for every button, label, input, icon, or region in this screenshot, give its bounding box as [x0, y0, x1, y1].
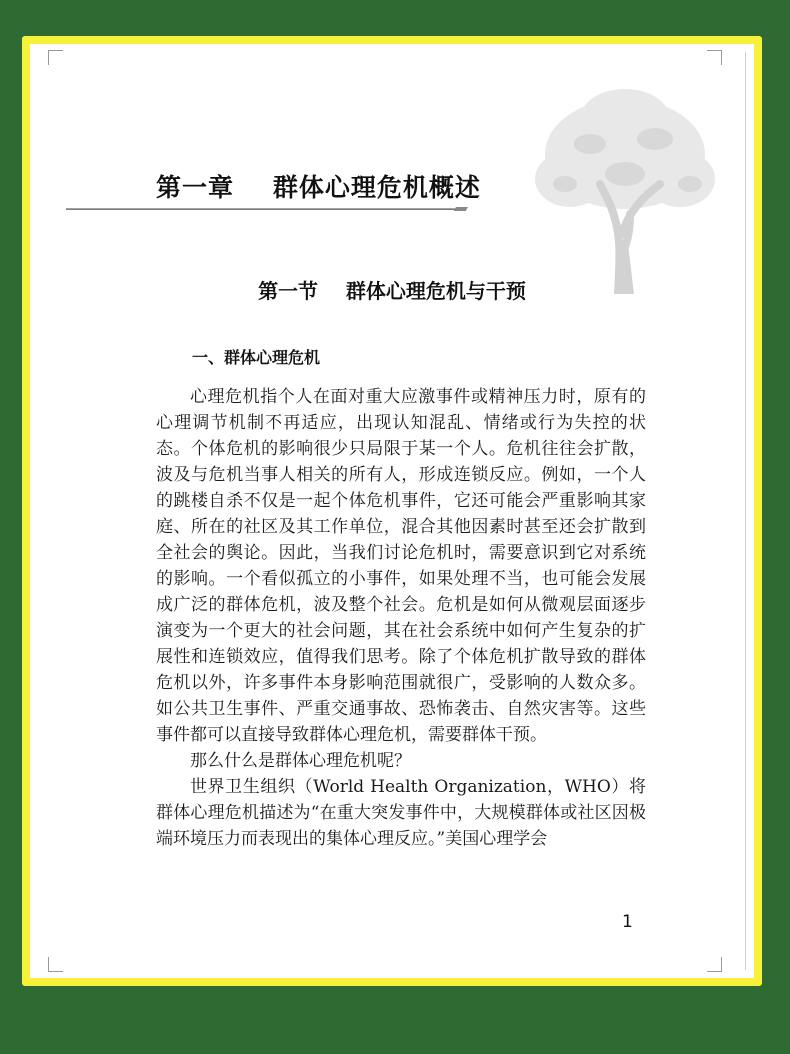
crop-mark-top-right: [707, 50, 722, 65]
paragraph: 世界卫生组织（World Health Organization，WHO）将群体心理危机描述为“在重大突发事件中，大规模群体或社区因极端环境压力而表现出的集体心理反应。”美国心理学会: [156, 777, 646, 849]
page-number: 1: [622, 912, 633, 932]
crop-mark-bottom-right: [707, 957, 722, 972]
paragraph: 心理危机指个人在面对重大应激事件或精神压力时，原有的心理调节机制不再适应，出现认知混乱、情绪或行为失控的状态。个体危机的影响很少只局限于某一个人。危机往往会扩散，波及与危机当事人相关的所有人，形成连锁反应。例如，一个人的跳楼自杀不仅是一起个体危机事件，它还可能会严重影响其家庭、所在的社区及其工作单位，混合其他因素时甚至还会扩散到全社会的舆论。因此，当我们讨论危机时，需要意识到它对系统的影响。一个看似孤立的小事件，如果处理不当，也可能会发展成广泛的群体危机，波及整个社会。危机是如何从微观层面逐步演变为一个更大的社会问题，其在社会系统中如何产生复杂的扩展性和连锁效应，值得我们思考。除了个体危机扩散导致的群体危机以外，许多事件本身影响范围就很广，受影响的人数众多。如公共卫生事件、严重交通事故、恐怖袭击、自然灾害等。这些事件都可以直接导致群体心理危机，需要群体干预。: [156, 387, 646, 745]
tree-watermark-icon: [530, 84, 720, 294]
page-edge-line: [745, 52, 746, 970]
chapter-title: 第一章 群体心理危机概述: [156, 173, 481, 202]
crop-mark-bottom-left: [48, 957, 63, 972]
chapter-title-rule: [66, 207, 468, 211]
crop-mark-top-left: [48, 50, 63, 65]
section-title: 第一节 群体心理危机与干预: [258, 279, 526, 303]
paragraph: 那么什么是群体心理危机呢？: [190, 751, 411, 771]
subsection-heading: 一、群体心理危机: [192, 348, 321, 367]
book-page: [30, 44, 754, 978]
body-text: [156, 384, 646, 852]
